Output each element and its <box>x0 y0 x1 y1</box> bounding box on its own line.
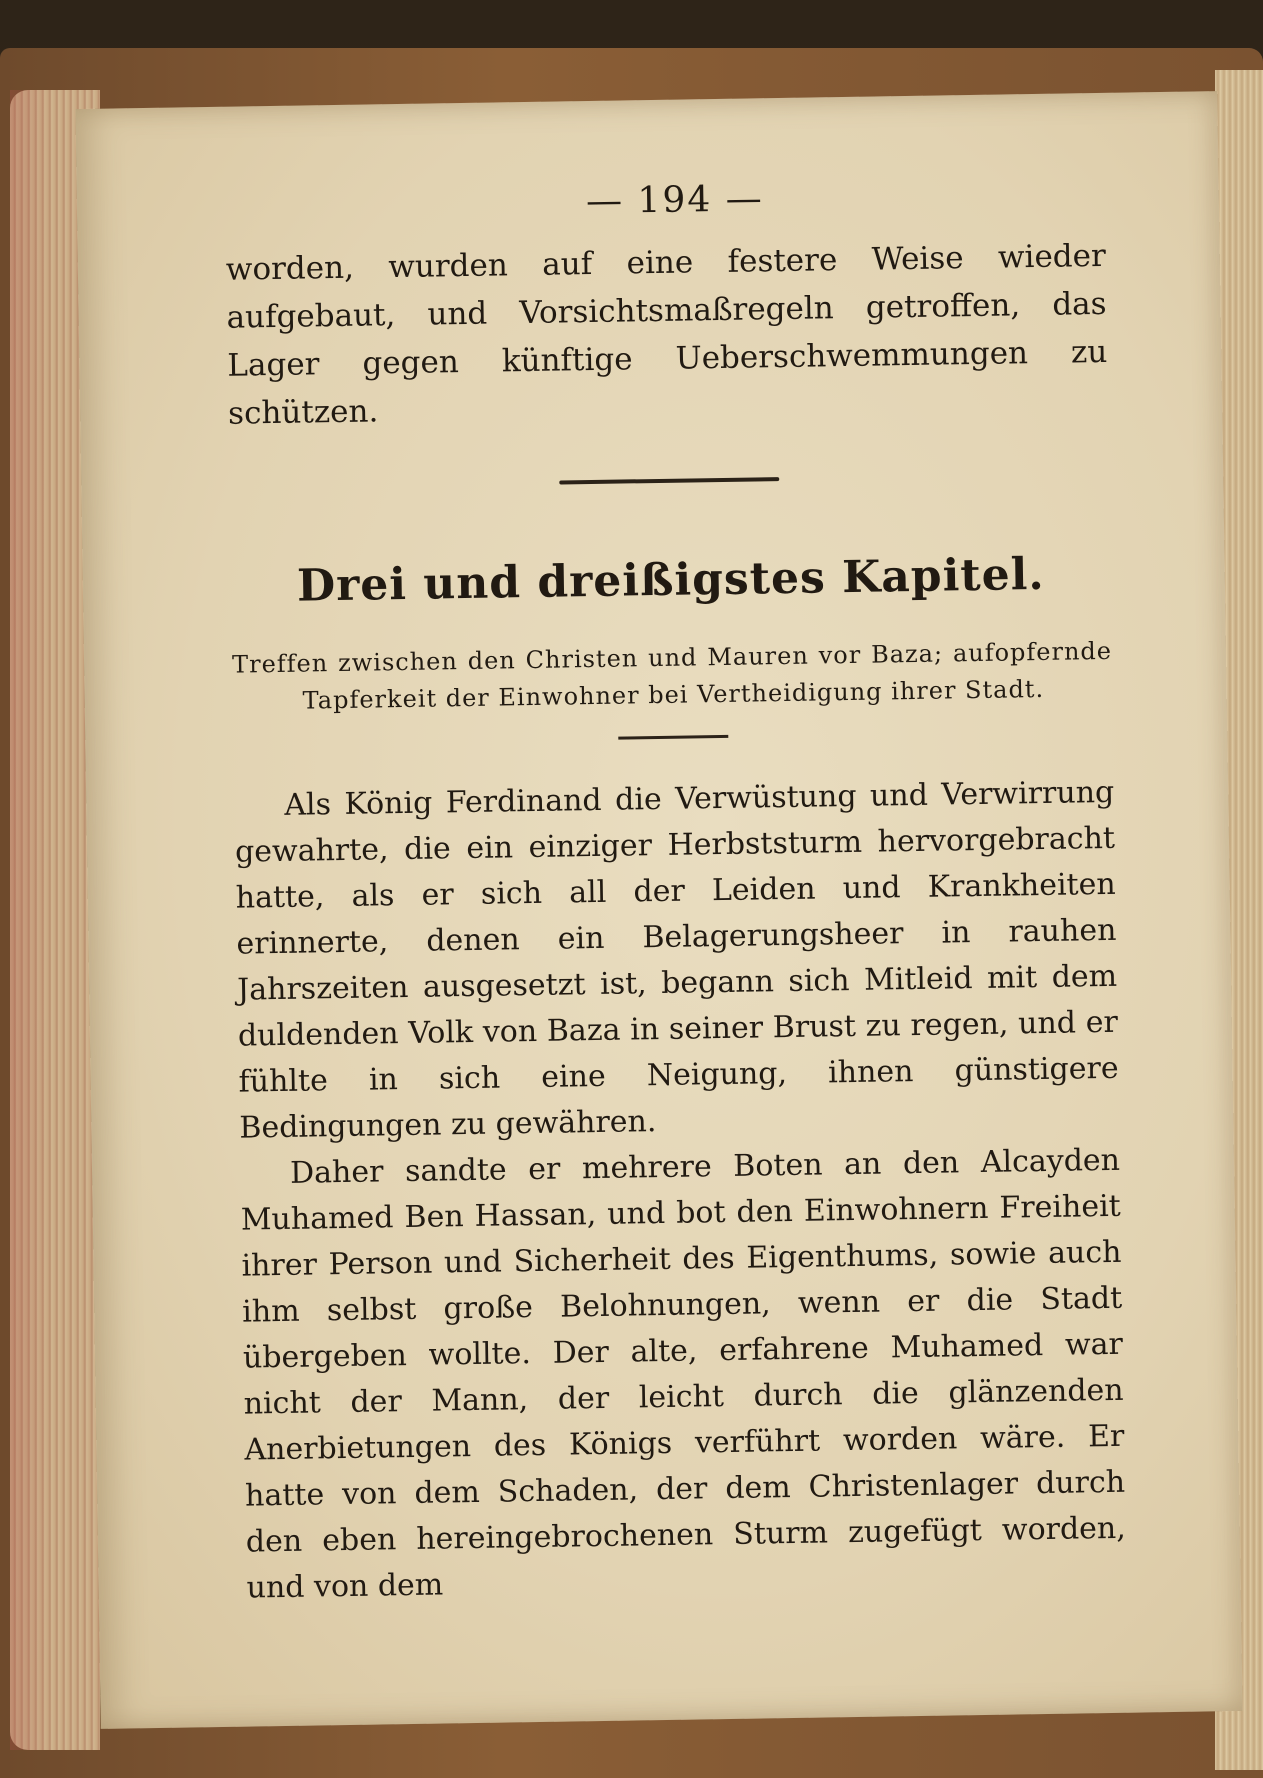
summary-divider <box>618 735 728 740</box>
page-number: — 194 — <box>585 178 764 223</box>
chapter-title: Drei und dreißigstes Kapitel. <box>296 548 1046 612</box>
book-page <box>75 91 1242 1729</box>
chapter-body <box>234 770 1127 1612</box>
section-divider <box>559 477 779 484</box>
chapter-summary: Treffen zwischen den Christen und Mauren vor Baza; aufopfernde Tapferkeit der Einwohner bei Vertheidigung ihrer Stadt. <box>231 636 1113 715</box>
body-paragraph-2: Daher sandte er mehrere Boten an den Alcayden Muhamed Ben Hassan, und bot den Einwohnern Freiheit ihrer Person und Sicherheit des Eigenthums, sowie auch ihm selbst große Belohnungen, wenn er die Stadt übergeben wollte. Der alte, erfahrene Muhamed war nicht der Mann, der leicht durch die glänzenden Anerbietungen des Königs verführt worden wäre. Er hatte von dem Schaden, der dem Christenlager durch den eben hereingebrochenen Sturm zugefügt worden, und von dem <box>240 1142 1127 1606</box>
text-block <box>225 173 1127 1612</box>
continuation-paragraph: worden, wurden auf eine festere Weise wieder aufgebaut, und Vorsichtsmaßregeln getroffen, das Lager gegen künftige Ueberschwemmungen zu schützen. <box>225 237 1108 432</box>
body-paragraph-1: Als König Ferdinand die Verwüstung und Verwirrung gewahrte, die ein einziger Herbststurm hervorgebracht hatte, als er sich all der Leiden und Krankheiten erinnerte, denen ein Belagerungsheer in rauhen Jahrszeiten ausgesetzt ist, begann sich Mitleid mit dem duldenden Volk von Baza in seiner Brust zu regen, und er fühlte in sich eine Neigung, ihnen günstigere Bedingungen zu gewähren. <box>234 774 1119 1146</box>
